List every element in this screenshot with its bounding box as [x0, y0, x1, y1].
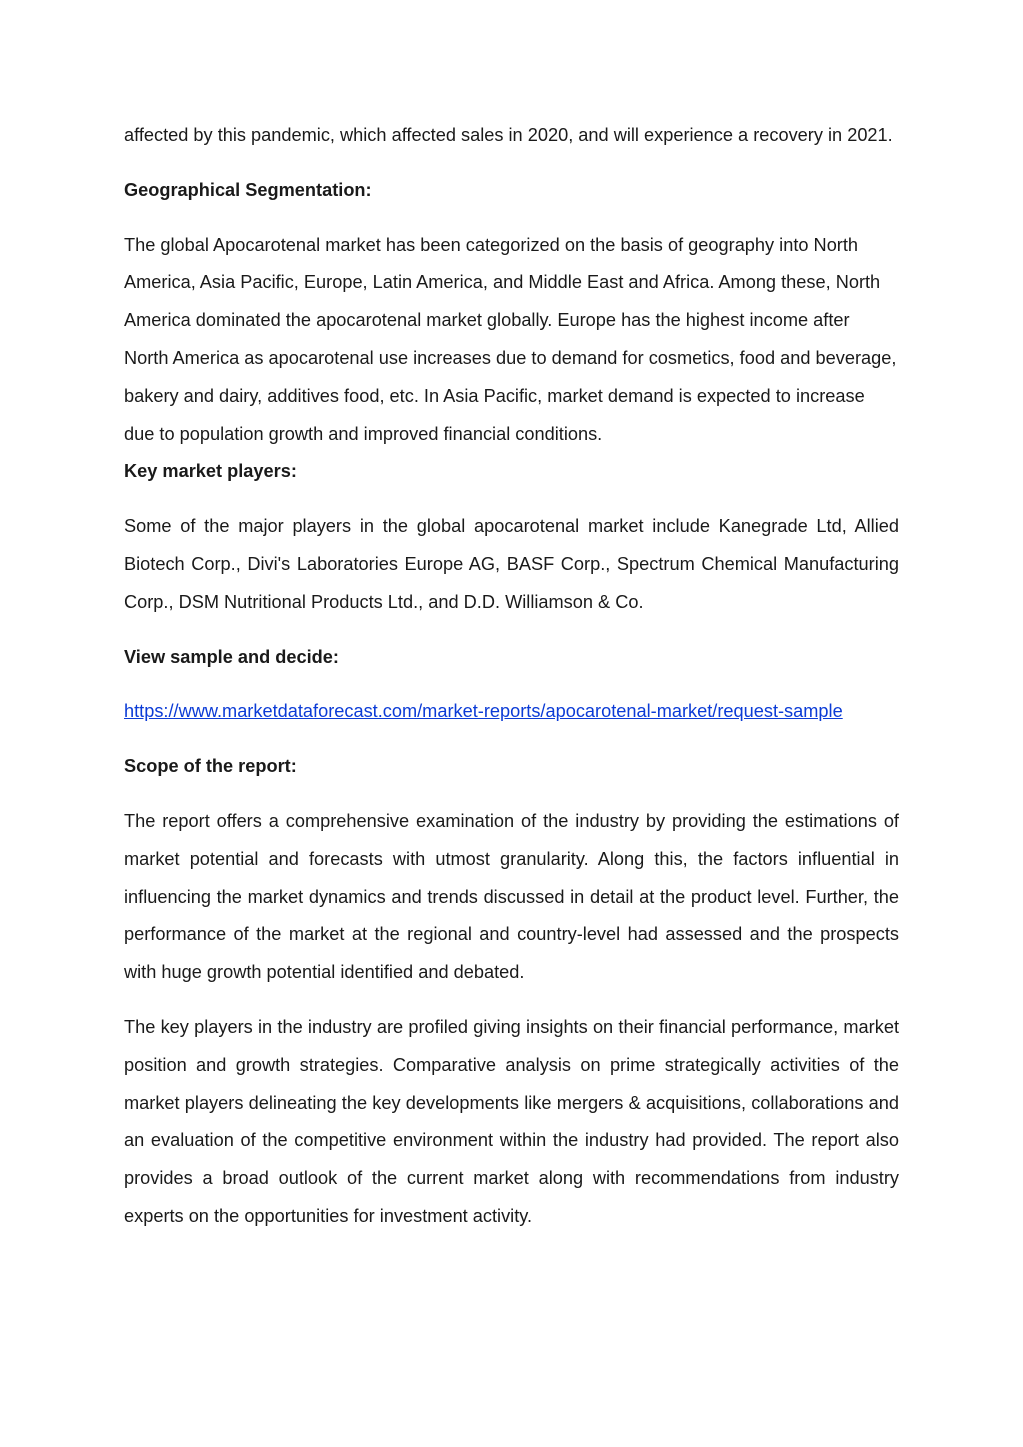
scope-paragraph-2: The key players in the industry are profiled giving insights on their financial performance, market position and growth strategies. Comparative analysis on prime strategically activities of the market players delineating the key developments like mergers & acquisitions, collaborations and an evaluation of the competitive environment within the industry had provided. The report also provides a broad outlook of the current market along with recommendations from industry experts on the opportunities for investment activity. [124, 1016, 899, 1226]
scope-of-report-heading: Scope of the report: [124, 756, 297, 777]
view-sample-heading: View sample and decide: [124, 646, 339, 667]
key-market-players-paragraph: Some of the major players in the global apocarotenal market include Kanegrade Ltd, Allied Biotech Corp., Divi's Laboratories Europe AG, BASF Corp., Spectrum Chemical Manufacturing Corp., DSM Nutritional Products Ltd., and D.D. Williamson & Co. [124, 516, 899, 612]
document-page [124, 117, 899, 1236]
geographical-segmentation-heading: Geographical Segmentation: [124, 179, 372, 200]
key-market-players-heading: Key market players: [124, 461, 297, 482]
sample-link-paragraph [124, 693, 899, 731]
intro-paragraph: affected by this pandemic, which affected sales in 2020, and will experience a recovery in 2021. [124, 125, 893, 145]
request-sample-link[interactable]: https://www.marketdataforecast.com/market-reports/apocarotenal-market/request-sample [124, 701, 843, 722]
scope-paragraph-1: The report offers a comprehensive examination of the industry by providing the estimations of market potential and forecasts with utmost granularity. Along this, the factors influential in influencing the market dynamics and trends discussed in detail at the product level. Further, the performance of the market at the regional and country-level had assessed and the prospects with huge growth potential identified and debated. [124, 810, 899, 983]
geographical-segmentation-paragraph: The global Apocarotenal market has been categorized on the basis of geography into North America, Asia Pacific, Europe, Latin America, and Middle East and Africa. Among these, North America dominated the apocarotenal market globally. Europe has the highest income after North America as apocarotenal use increases due to demand for cosmetics, food and beverage, bakery and dairy, additives food, etc. In Asia Pacific, market demand is expected to increase due to population growth and improved financial conditions. [124, 234, 897, 444]
